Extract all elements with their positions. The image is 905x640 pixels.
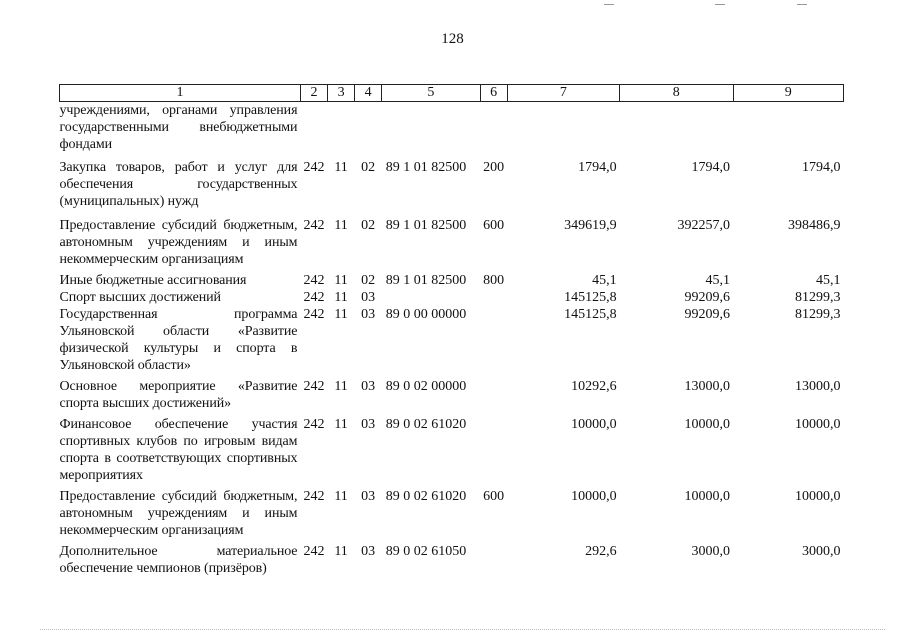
row-name: Финансовое обеспечение участия спортивных клубов по игровым видам спорта в соответствующих спортивных мероприятиях — [59, 417, 298, 483]
cell-expense-type — [480, 374, 507, 412]
cell-amount-year1: 145125,8 — [564, 290, 617, 305]
cell-amount-year3: 81299,3 — [795, 290, 841, 305]
cell-subsection: 02 — [361, 160, 376, 175]
column-header: 5 — [382, 85, 480, 102]
cell-ministry: 242 — [303, 160, 325, 175]
table-row — [60, 306, 844, 374]
cell-expense-type: 600 — [483, 489, 505, 504]
cell-section: 11 — [334, 544, 348, 559]
cell-subsection: 03 — [361, 290, 376, 305]
cell-amount-year3: 45,1 — [816, 273, 841, 288]
cell-amount-year2: 99209,6 — [684, 290, 731, 305]
cell-amount-year1: 1794,0 — [578, 160, 617, 175]
cell-amount-year2: 1794,0 — [691, 160, 731, 175]
table-row — [60, 484, 844, 539]
cell-amount-year1: 10000,0 — [571, 489, 617, 504]
cell-amount-year2: 3000,0 — [691, 544, 731, 559]
cell-ministry — [300, 102, 327, 154]
table-row — [60, 268, 844, 289]
cell-amount-year3: 81299,3 — [795, 307, 841, 322]
cell-ministry: 242 — [303, 417, 325, 432]
cell-section: 11 — [334, 218, 348, 233]
table-row — [60, 289, 844, 306]
cell-target-article — [382, 289, 480, 306]
cell-expense-type — [480, 412, 507, 484]
table-body — [60, 102, 844, 578]
column-header: 4 — [355, 85, 382, 102]
row-name: Дополнительное материальное обеспечение чемпионов (призёров) — [59, 544, 298, 576]
cell-subsection: 02 — [361, 218, 376, 233]
row-name: Закупка товаров, работ и услуг для обеспечения государственных (муниципальных) нужд — [59, 160, 298, 209]
cell-subsection: 02 — [361, 273, 376, 288]
scan-mark — [797, 4, 807, 11]
column-header: 7 — [507, 85, 619, 102]
row-name: Основное мероприятие «Развитие спорта высших достижений» — [59, 379, 298, 411]
column-header: 3 — [328, 85, 355, 102]
cell-section: 11 — [334, 489, 348, 504]
cell-expense-type: 600 — [483, 218, 505, 233]
cell-amount-year3: 10000,0 — [795, 489, 841, 504]
cell-target-article: 89 1 01 82500 — [385, 160, 467, 175]
cell-ministry: 242 — [303, 379, 325, 394]
cell-amount-year2: 392257,0 — [677, 218, 731, 233]
column-header: 8 — [620, 85, 733, 102]
scan-mark — [715, 4, 725, 11]
cell-subsection: 03 — [361, 379, 376, 394]
cell-amount-year1: 145125,8 — [564, 307, 617, 322]
row-name: Государственная программа Ульяновской области «Развитие физической культуры и спорта в Ульяновской области» — [59, 307, 298, 373]
column-header: 6 — [480, 85, 507, 102]
cell-section: 11 — [334, 273, 348, 288]
row-name: Предоставление субсидий бюджетным, автономным учреждениям и иным некоммерческим организациям — [59, 218, 298, 267]
cell-subsection: 03 — [361, 417, 376, 432]
cell-section: 11 — [334, 379, 348, 394]
cell-amount-year2: 45,1 — [705, 273, 731, 288]
cell-target-article: 89 0 02 00000 — [385, 379, 467, 394]
cell-section — [328, 102, 355, 154]
cell-expense-type — [480, 102, 507, 154]
cell-ministry: 242 — [303, 290, 325, 305]
column-header: 2 — [300, 85, 327, 102]
cell-expense-type — [480, 306, 507, 374]
cell-amount-year3: 13000,0 — [795, 379, 841, 394]
cell-amount-year1: 349619,9 — [564, 218, 617, 233]
cell-amount-year3: 3000,0 — [802, 544, 841, 559]
cell-subsection: 03 — [361, 544, 376, 559]
cell-expense-type: 200 — [483, 160, 505, 175]
cell-amount-year2: 13000,0 — [684, 379, 731, 394]
row-name: учреждениями, органами управления государственными внебюджетными фондами — [59, 103, 298, 152]
cell-expense-type: 800 — [483, 273, 505, 288]
cell-amount-year3: 10000,0 — [795, 417, 841, 432]
cell-ministry: 242 — [303, 544, 325, 559]
cell-amount-year1: 292,6 — [585, 544, 617, 559]
cell-target-article: 89 0 02 61050 — [385, 544, 467, 559]
budget-table — [59, 84, 844, 577]
table-row — [60, 412, 844, 484]
cell-section: 11 — [334, 307, 348, 322]
cell-amount-year1 — [507, 102, 619, 154]
table-row — [60, 153, 844, 210]
table-row — [60, 210, 844, 268]
cell-amount-year1: 10292,6 — [571, 379, 617, 394]
cell-target-article: 89 0 02 61020 — [385, 417, 467, 432]
cell-amount-year3: 398486,9 — [788, 218, 841, 233]
cell-target-article: 89 0 02 61020 — [385, 489, 467, 504]
cell-subsection: 03 — [361, 307, 376, 322]
cell-ministry: 242 — [303, 218, 325, 233]
cell-target-article: 89 1 01 82500 — [385, 273, 467, 288]
cell-amount-year2: 10000,0 — [684, 489, 731, 504]
cell-subsection — [355, 102, 382, 154]
cell-section: 11 — [334, 160, 348, 175]
row-name: Предоставление субсидий бюджетным, автономным учреждениям и иным некоммерческим организациям — [59, 489, 298, 538]
cell-target-article: 89 0 00 00000 — [385, 307, 467, 322]
cell-expense-type — [480, 289, 507, 306]
cell-amount-year2 — [620, 102, 733, 154]
scan-edge-noise — [40, 629, 885, 632]
page-number: 128 — [441, 31, 464, 47]
cell-subsection: 03 — [361, 489, 376, 504]
row-name: Иные бюджетные ассигнования — [59, 273, 247, 288]
cell-amount-year2: 99209,6 — [684, 307, 731, 322]
table-row — [60, 102, 844, 154]
cell-ministry: 242 — [303, 307, 325, 322]
cell-ministry: 242 — [303, 489, 325, 504]
cell-amount-year1: 10000,0 — [571, 417, 617, 432]
row-name: Спорт высших достижений — [59, 290, 221, 305]
cell-target-article — [382, 102, 480, 154]
cell-amount-year2: 10000,0 — [684, 417, 731, 432]
cell-ministry: 242 — [303, 273, 325, 288]
table-row — [60, 374, 844, 412]
column-header: 9 — [733, 85, 843, 102]
cell-section: 11 — [334, 417, 348, 432]
cell-section: 11 — [334, 290, 348, 305]
cell-target-article: 89 1 01 82500 — [385, 218, 467, 233]
scan-mark — [604, 4, 614, 11]
table-row — [60, 539, 844, 577]
table-header-row — [60, 85, 844, 102]
cell-expense-type — [480, 539, 507, 577]
cell-amount-year1: 45,1 — [592, 273, 617, 288]
column-header: 1 — [60, 85, 301, 102]
cell-amount-year3: 1794,0 — [802, 160, 841, 175]
cell-amount-year3 — [733, 102, 843, 154]
